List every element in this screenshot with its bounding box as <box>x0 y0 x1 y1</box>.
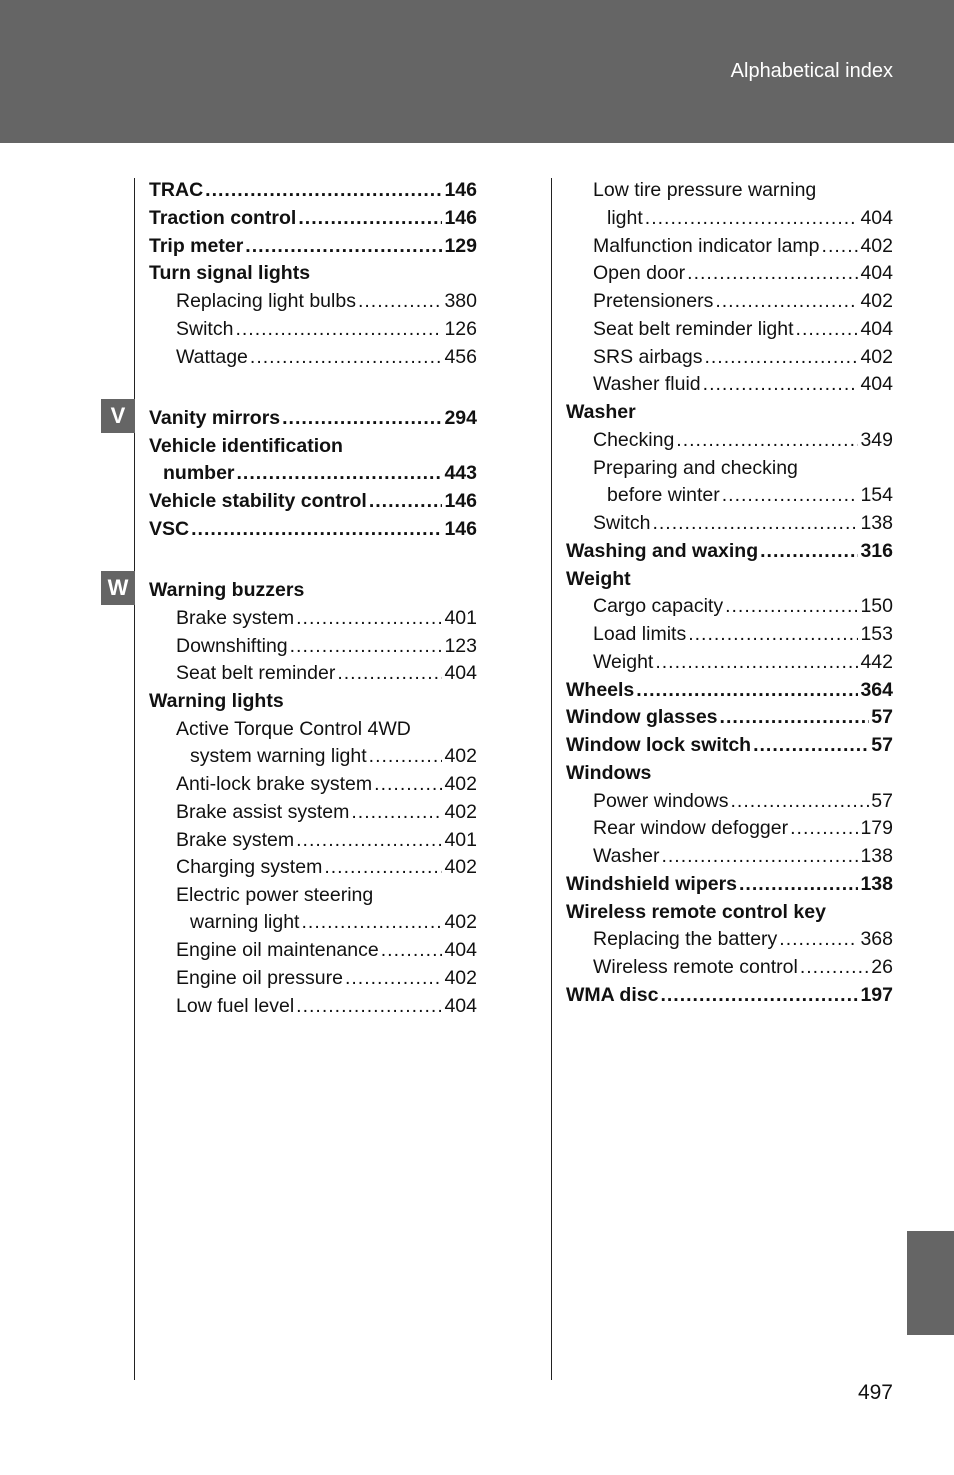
entry-term: Weight <box>593 651 654 673</box>
index-entry <box>149 715 477 743</box>
dot-leader <box>374 770 442 798</box>
index-entry <box>149 176 477 204</box>
entry-term: Wattage <box>176 346 248 368</box>
entry-term: Switch <box>176 318 234 340</box>
entry-term: Washer fluid <box>593 373 701 395</box>
index-entry <box>566 565 893 593</box>
entry-term: Traction control <box>149 207 297 229</box>
entry-page-number: 404 <box>444 662 477 684</box>
dot-leader <box>730 787 869 815</box>
entry-page-number: 404 <box>444 995 477 1017</box>
dot-leader <box>301 908 442 936</box>
index-entry <box>566 537 893 565</box>
index-entry <box>566 648 893 676</box>
dot-leader <box>715 287 858 315</box>
entry-term: Switch <box>593 512 651 534</box>
dot-leader <box>369 742 443 770</box>
dot-leader <box>655 648 858 676</box>
entry-page-number: 154 <box>860 484 893 506</box>
entry-term: Rear window defogger <box>593 817 789 839</box>
index-entry <box>149 404 477 432</box>
entry-term: Windows <box>566 762 652 784</box>
dot-leader <box>296 826 442 854</box>
entry-page-number: 123 <box>444 635 477 657</box>
entry-page-number: 402 <box>860 346 893 368</box>
index-entry <box>566 787 893 815</box>
entry-term: Brake assist system <box>176 801 350 823</box>
index-entry <box>566 898 893 926</box>
entry-page-number: 57 <box>871 734 893 756</box>
index-entry <box>149 604 477 632</box>
entry-page-number: 146 <box>444 207 477 229</box>
index-entry <box>566 509 893 537</box>
index-entry <box>566 259 893 287</box>
entry-term: Wireless remote control <box>593 956 798 978</box>
index-entry <box>149 232 477 260</box>
entry-page-number: 401 <box>444 607 477 629</box>
dot-leader <box>676 426 858 454</box>
entry-term: Turn signal lights <box>149 262 311 284</box>
entry-page-number: 316 <box>860 540 893 562</box>
entry-term: system warning light <box>190 745 367 767</box>
dot-leader <box>704 343 858 371</box>
entry-page-number: 402 <box>444 745 477 767</box>
entry-page-number: 57 <box>871 790 893 812</box>
entry-term: SRS airbags <box>593 346 703 368</box>
dot-leader <box>652 509 858 537</box>
entry-term: VSC <box>149 518 190 540</box>
entry-term: Engine oil maintenance <box>176 939 379 961</box>
dot-leader <box>298 204 442 232</box>
index-entry <box>566 870 893 898</box>
entry-term: Replacing light bulbs <box>176 290 356 312</box>
index-entry <box>149 459 477 487</box>
index-entry <box>566 925 893 953</box>
index-entry <box>566 398 893 426</box>
index-entry <box>566 454 893 482</box>
entry-page-number: 402 <box>860 235 893 257</box>
index-entry <box>149 964 477 992</box>
letter-tab-w: W <box>101 571 135 605</box>
index-entry <box>149 798 477 826</box>
entry-term: Low fuel level <box>176 995 295 1017</box>
entry-term: Checking <box>593 429 675 451</box>
entry-term: Seat belt reminder light <box>593 318 794 340</box>
entry-term: Anti-lock brake system <box>176 773 373 795</box>
entry-term: light <box>607 207 643 229</box>
page-header <box>0 0 954 143</box>
entry-term: Windshield wipers <box>566 873 738 895</box>
entry-page-number: 138 <box>860 845 893 867</box>
entry-page-number: 404 <box>860 318 893 340</box>
dot-leader <box>703 370 859 398</box>
dot-leader <box>245 232 442 260</box>
index-entry <box>566 620 893 648</box>
entry-page-number: 126 <box>444 318 477 340</box>
entry-page-number: 349 <box>860 429 893 451</box>
index-entry <box>149 287 477 315</box>
entry-page-number: 456 <box>444 346 477 368</box>
index-entry <box>566 204 893 232</box>
entry-page-number: 138 <box>860 512 893 534</box>
entry-term: Vanity mirrors <box>149 407 281 429</box>
dot-leader <box>722 481 859 509</box>
entry-term: Cargo capacity <box>593 595 724 617</box>
entry-term: Low tire pressure warning <box>593 179 817 201</box>
index-entry <box>566 842 893 870</box>
index-entry <box>149 576 477 604</box>
index-entry <box>149 343 477 371</box>
entry-page-number: 404 <box>860 262 893 284</box>
index-entry <box>149 515 477 543</box>
dot-leader <box>358 287 443 315</box>
entry-page-number: 402 <box>444 773 477 795</box>
entry-page-number: 402 <box>444 801 477 823</box>
index-entry <box>566 676 893 704</box>
entry-term: Window lock switch <box>566 734 752 756</box>
index-entry <box>566 426 893 454</box>
dot-leader <box>290 632 443 660</box>
dot-leader <box>250 343 443 371</box>
entry-page-number: 402 <box>444 967 477 989</box>
index-entry <box>149 826 477 854</box>
entry-term: Downshifting <box>176 635 288 657</box>
middle-column-rule <box>551 178 552 1380</box>
index-entry <box>566 370 893 398</box>
entry-term: Wireless remote control key <box>566 901 826 923</box>
entry-page-number: 57 <box>871 706 893 728</box>
page-number: 497 <box>857 1381 893 1404</box>
index-entry <box>566 343 893 371</box>
entry-page-number: 129 <box>444 235 477 257</box>
entry-page-number: 153 <box>860 623 893 645</box>
dot-leader <box>687 259 858 287</box>
index-entry <box>566 981 893 1009</box>
entry-page-number: 442 <box>860 651 893 673</box>
entry-term: Warning buzzers <box>149 579 305 601</box>
entry-page-number: 294 <box>444 407 477 429</box>
entry-term: number <box>163 462 235 484</box>
entry-term: Trip meter <box>149 235 244 257</box>
dot-leader <box>725 592 858 620</box>
dot-leader <box>345 964 443 992</box>
section-thumb-tab <box>907 1231 954 1335</box>
entry-term: Seat belt reminder <box>176 662 336 684</box>
index-entry <box>149 742 477 770</box>
dot-leader <box>822 232 859 260</box>
dot-leader <box>760 537 858 565</box>
index-entry <box>566 703 893 731</box>
entry-term: Vehicle identification <box>149 435 343 457</box>
entry-page-number: 402 <box>444 911 477 933</box>
entry-term: Open door <box>593 262 686 284</box>
dot-leader <box>191 515 442 543</box>
entry-term: Power windows <box>593 790 729 812</box>
index-entry <box>149 259 477 287</box>
left-column-rule <box>134 178 135 1380</box>
dot-leader <box>739 870 858 898</box>
dot-leader <box>337 659 442 687</box>
dot-leader <box>296 604 442 632</box>
dot-leader <box>661 842 858 870</box>
entry-page-number: 402 <box>444 856 477 878</box>
entry-term: Window glasses <box>566 706 718 728</box>
entry-term: Load limits <box>593 623 687 645</box>
entry-term: Vehicle stability control <box>149 490 367 512</box>
dot-leader <box>351 798 442 826</box>
index-entry <box>149 632 477 660</box>
dot-leader <box>790 814 858 842</box>
entry-term: Brake system <box>176 829 295 851</box>
dot-leader <box>237 459 443 487</box>
index-entry <box>566 814 893 842</box>
entry-term: Engine oil pressure <box>176 967 343 989</box>
entry-page-number: 404 <box>860 373 893 395</box>
dot-leader <box>645 204 859 232</box>
entry-page-number: 138 <box>860 873 893 895</box>
index-entry <box>566 176 893 204</box>
index-entry <box>566 759 893 787</box>
entry-term: Brake system <box>176 607 295 629</box>
entry-page-number: 197 <box>860 984 893 1006</box>
entry-term: Preparing and checking <box>593 457 798 479</box>
entry-term: Electric power steering <box>176 884 374 906</box>
dot-leader <box>324 853 442 881</box>
index-entry <box>566 953 893 981</box>
dot-leader <box>800 953 869 981</box>
entry-page-number: 443 <box>444 462 477 484</box>
index-entry <box>149 881 477 909</box>
entry-page-number: 146 <box>444 179 477 201</box>
index-entry <box>149 770 477 798</box>
dot-leader <box>636 676 858 704</box>
entry-term: Weight <box>566 568 631 590</box>
entry-term: Washer <box>593 845 660 867</box>
index-entry <box>149 432 477 460</box>
entry-term: Pretensioners <box>593 290 714 312</box>
entry-term: warning light <box>190 911 300 933</box>
entry-term: Wheels <box>566 679 635 701</box>
index-entry <box>149 992 477 1020</box>
dot-leader <box>753 731 869 759</box>
dot-leader <box>381 936 443 964</box>
index-entry <box>149 687 477 715</box>
dot-leader <box>660 981 858 1009</box>
dot-leader <box>296 992 442 1020</box>
entry-page-number: 146 <box>444 490 477 512</box>
entry-term: Malfunction indicator lamp <box>593 235 820 257</box>
index-entry <box>149 659 477 687</box>
header-title: Alphabetical index <box>730 60 893 82</box>
entry-page-number: 380 <box>444 290 477 312</box>
index-entry <box>566 481 893 509</box>
entry-page-number: 402 <box>860 290 893 312</box>
entry-page-number: 146 <box>444 518 477 540</box>
index-entry <box>149 853 477 881</box>
entry-term: Washer <box>566 401 636 423</box>
dot-leader <box>369 487 443 515</box>
entry-term: TRAC <box>149 179 204 201</box>
index-entry <box>149 487 477 515</box>
entry-term: before winter <box>607 484 720 506</box>
index-entry <box>149 936 477 964</box>
dot-leader <box>779 925 858 953</box>
entry-term: WMA disc <box>566 984 659 1006</box>
entry-page-number: 26 <box>871 956 893 978</box>
entry-page-number: 179 <box>860 817 893 839</box>
index-entry <box>566 287 893 315</box>
index-entry <box>566 592 893 620</box>
index-entry <box>149 204 477 232</box>
entry-page-number: 364 <box>860 679 893 701</box>
dot-leader <box>282 404 442 432</box>
dot-leader <box>720 703 870 731</box>
dot-leader <box>205 176 442 204</box>
entry-term: Charging system <box>176 856 323 878</box>
index-entry <box>566 315 893 343</box>
index-entry <box>149 315 477 343</box>
entry-term: Washing and waxing <box>566 540 759 562</box>
dot-leader <box>235 315 442 343</box>
entry-page-number: 150 <box>860 595 893 617</box>
index-entry <box>566 731 893 759</box>
entry-term: Replacing the battery <box>593 928 778 950</box>
entry-term: Warning lights <box>149 690 284 712</box>
index-entry <box>149 908 477 936</box>
dot-leader <box>688 620 858 648</box>
entry-page-number: 401 <box>444 829 477 851</box>
entry-term: Active Torque Control 4WD <box>176 718 411 740</box>
letter-tab-v: V <box>101 399 135 433</box>
entry-page-number: 404 <box>444 939 477 961</box>
entry-page-number: 404 <box>860 207 893 229</box>
dot-leader <box>796 315 859 343</box>
index-entry <box>566 232 893 260</box>
entry-page-number: 368 <box>860 928 893 950</box>
